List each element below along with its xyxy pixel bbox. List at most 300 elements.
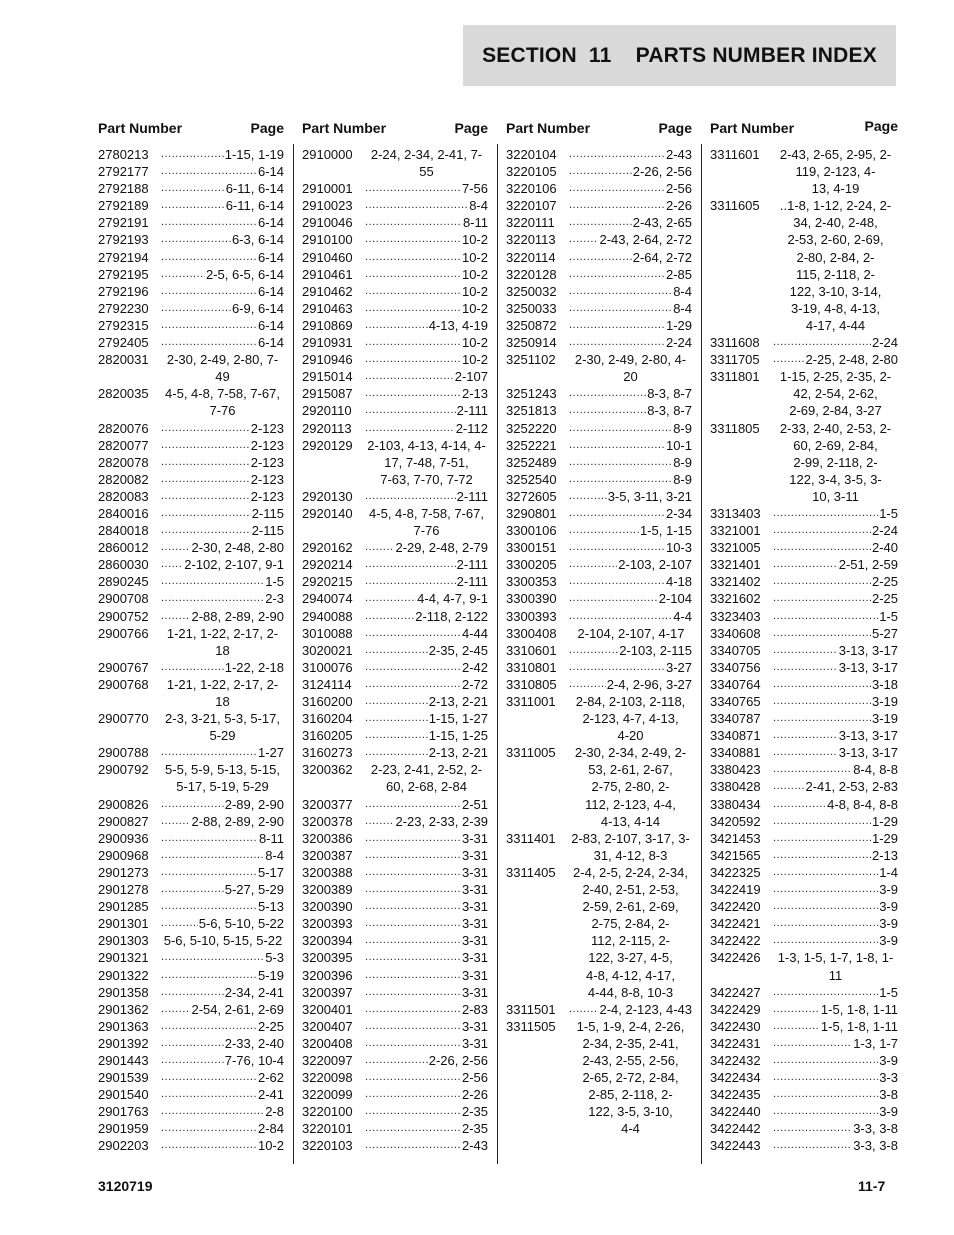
part-number: 3422430 (710, 1018, 761, 1034)
part-number: 2901322 (98, 967, 149, 983)
dot-leader (365, 180, 461, 197)
page-references (773, 522, 898, 539)
index-row (710, 710, 898, 727)
page-references (161, 813, 284, 830)
page-reference: 2-88, 2-89, 2-90 (191, 813, 284, 829)
index-row (98, 949, 284, 966)
page-references (161, 915, 284, 932)
page-references (161, 847, 284, 864)
index-row (710, 830, 898, 847)
part-number: 3422427 (710, 984, 761, 1000)
page-references (365, 984, 488, 1001)
part-number: 3252220 (506, 420, 557, 436)
page-references (773, 505, 898, 522)
page-references (773, 608, 898, 625)
dot-leader (569, 471, 672, 488)
page-reference: 2-88, 2-89, 2-90 (191, 608, 284, 624)
index-row (302, 830, 488, 847)
page-reference: 1-5, 1-15 (639, 523, 692, 539)
page-references (569, 744, 692, 829)
dot-leader (365, 351, 461, 368)
page-references (773, 830, 898, 847)
dot-leader (161, 1018, 257, 1035)
part-number: 2915087 (302, 386, 353, 402)
part-number: 2920162 (302, 540, 353, 556)
dot-leader (365, 915, 461, 932)
dot-leader (161, 522, 251, 539)
part-number: 3250914 (506, 335, 557, 351)
part-number: 3340608 (710, 625, 761, 641)
page-reference-line: 17, 7-48, 7-51, (384, 454, 469, 470)
page-reference-line: 2-43, 2-55, 2-56, (582, 1052, 679, 1068)
part-number: 3300408 (506, 625, 557, 641)
page-reference: 6-14 (257, 215, 284, 231)
index-row (506, 608, 692, 625)
page-reference: 2-123 (250, 488, 284, 504)
index-row (710, 1018, 898, 1035)
page-reference: 2-24 (665, 335, 692, 351)
page-references (161, 231, 284, 248)
dot-leader (365, 1018, 461, 1035)
page-reference-line: 20 (623, 369, 638, 385)
part-number: 2900788 (98, 745, 149, 761)
page-references (365, 283, 488, 300)
part-number: 3321402 (710, 574, 761, 590)
dot-leader (161, 1035, 224, 1052)
page-reference: 2-25 (257, 1018, 284, 1034)
index-row (506, 163, 692, 180)
part-number: 3421453 (710, 830, 761, 846)
page-reference: 2-123 (250, 454, 284, 470)
dot-leader (365, 1069, 461, 1086)
dot-leader (161, 830, 258, 847)
page-reference: 3-9 (879, 933, 898, 949)
index-row (98, 163, 284, 180)
dot-leader (161, 1001, 190, 1018)
dot-leader (161, 437, 250, 454)
index-row (98, 1103, 284, 1120)
part-number: 3200395 (302, 950, 353, 966)
dot-leader (161, 881, 224, 898)
index-row (98, 505, 284, 522)
dot-leader (161, 813, 190, 830)
part-number: 2900752 (98, 608, 149, 624)
page-reference-line: 1-3, 1-5, 1-7, 1-8, 1- (777, 950, 894, 966)
part-number: 2900826 (98, 796, 149, 812)
index-row (98, 231, 284, 248)
dot-leader (365, 847, 461, 864)
page-reference: 2-115 (251, 523, 284, 539)
part-number: 2840018 (98, 523, 149, 539)
index-row (506, 214, 692, 231)
page-reference: 2-4, 2-96, 3-27 (606, 676, 692, 692)
index-row (302, 659, 488, 676)
part-number: 3220105 (506, 164, 557, 180)
part-number: 3160205 (302, 728, 353, 744)
part-number: 2901392 (98, 1035, 149, 1051)
page-reference-line: ..1-8, 1-12, 2-24, 2- (779, 198, 892, 214)
dot-leader (365, 556, 456, 573)
page-references (569, 590, 692, 607)
index-row (710, 1120, 898, 1137)
page-references (365, 266, 488, 283)
page-reference: 8-4 (469, 198, 488, 214)
page-references (161, 556, 284, 573)
index-row (302, 249, 488, 266)
dot-leader (773, 590, 871, 607)
column-header (98, 118, 284, 146)
page-references (161, 1069, 284, 1086)
page-references (161, 761, 284, 795)
page-references (773, 847, 898, 864)
page-references (569, 659, 692, 676)
page-references (365, 420, 488, 437)
part-number: 3422421 (710, 916, 761, 932)
part-number: 2792177 (98, 164, 149, 180)
part-number: 2901959 (98, 1121, 149, 1137)
part-number: 3200387 (302, 847, 353, 863)
dot-leader (569, 659, 665, 676)
page-references (365, 556, 488, 573)
part-number: 2902203 (98, 1138, 149, 1154)
page-reference: 8-4 (673, 300, 692, 316)
page-references (569, 437, 692, 454)
page-references (773, 881, 898, 898)
part-number: 2901321 (98, 950, 149, 966)
page-references (365, 608, 488, 625)
page-references (569, 420, 692, 437)
page-references (569, 693, 692, 744)
dot-leader (569, 385, 646, 402)
page-references (161, 1137, 284, 1154)
index-row (302, 1018, 488, 1035)
page-references (365, 573, 488, 590)
page-references (569, 522, 692, 539)
dot-leader (773, 693, 871, 710)
index-row (506, 351, 692, 385)
page-number: 11-7 (858, 1178, 886, 1194)
dot-leader (773, 505, 878, 522)
index-row (506, 471, 692, 488)
part-number: 2860030 (98, 557, 149, 573)
part-number: 3300106 (506, 523, 557, 539)
page-reference: 10-1 (665, 437, 692, 453)
page-references (569, 163, 692, 180)
index-row (302, 402, 488, 419)
part-number: 2792230 (98, 300, 149, 316)
part-number: 2901285 (98, 899, 149, 915)
page-references (365, 300, 488, 317)
page-reference: 5-27 (871, 625, 898, 641)
page-reference-line: 2-23, 2-41, 2-52, 2- (370, 762, 483, 778)
page-reference-line: 122, 3-4, 3-5, 3- (789, 471, 882, 487)
page-reference-line: 2-59, 2-61, 2-69, (582, 899, 679, 915)
index-row (506, 625, 692, 642)
page-reference-line: 49 (215, 369, 230, 385)
page-reference: 3-31 (461, 864, 488, 880)
index-row (302, 796, 488, 813)
part-number: 2920110 (302, 403, 352, 419)
page-references (365, 1103, 488, 1120)
page-references (365, 351, 488, 368)
page-reference-line: 1-21, 1-22, 2-17, 2- (166, 676, 279, 692)
dot-leader (161, 266, 205, 283)
part-number: 3220128 (506, 266, 557, 282)
part-number: 3422426 (710, 950, 761, 966)
part-number: 3200386 (302, 830, 353, 846)
page-reference: 6-9, 6-14 (231, 300, 284, 316)
page-reference: 3-31 (461, 916, 488, 932)
page-references (569, 146, 692, 163)
part-number: 2901363 (98, 1018, 149, 1034)
dot-leader (365, 984, 461, 1001)
page-references (569, 402, 692, 419)
page-reference: 1-22, 2-18 (224, 659, 284, 675)
page-references (773, 146, 898, 197)
page-references (773, 197, 898, 334)
page-references (161, 180, 284, 197)
page-reference: 3-9 (879, 1104, 898, 1120)
page-reference-line: 13, 4-19 (811, 181, 860, 197)
part-number: 3311505 (506, 1018, 556, 1034)
page-references (569, 197, 692, 214)
page-reference: 3-9 (879, 1052, 898, 1068)
page-reference: 8-9 (673, 471, 692, 487)
index-row (710, 334, 898, 351)
part-number: 3422435 (710, 1087, 761, 1103)
dot-leader (161, 505, 251, 522)
page-references (569, 454, 692, 471)
page-references (161, 796, 284, 813)
dot-leader (161, 420, 250, 437)
part-number: 3220098 (302, 1070, 353, 1086)
index-row (302, 898, 488, 915)
dot-leader (365, 967, 461, 984)
index-row (98, 249, 284, 266)
page-reference: 1-3, 1-7 (853, 1035, 898, 1051)
dot-leader (569, 522, 639, 539)
page-reference: 2-30, 2-48, 2-80 (191, 540, 284, 556)
part-number: 3010088 (302, 625, 353, 641)
dot-leader (161, 1137, 257, 1154)
page-reference: 10-2 (257, 1138, 284, 1154)
page-reference: 2-26 (461, 1087, 488, 1103)
dot-leader (569, 676, 606, 693)
dot-leader (773, 727, 838, 744)
part-number: 3300393 (506, 608, 557, 624)
index-row (98, 317, 284, 334)
page-reference: 5-17 (257, 864, 284, 880)
page-reference: 8-4 (265, 847, 284, 863)
page-references (365, 231, 488, 248)
index-row (302, 625, 488, 642)
page-references (365, 625, 488, 642)
page-reference-line: 2-84, 2-103, 2-118, (575, 694, 686, 709)
index-row (98, 334, 284, 351)
index-row (710, 1086, 898, 1103)
index-row (98, 967, 284, 984)
index-row (98, 1018, 284, 1035)
page-references (161, 334, 284, 351)
part-number: 2910463 (302, 300, 353, 316)
page-reference: 1-29 (871, 830, 898, 846)
part-number: 2820082 (98, 471, 149, 487)
page-reference: 2-5, 6-5, 6-14 (205, 266, 284, 282)
part-number: 3220114 (506, 249, 556, 265)
dot-leader (161, 231, 231, 248)
page-reference: 4-13, 4-19 (428, 317, 488, 333)
dot-leader (365, 1120, 461, 1137)
part-number: 3311001 (506, 694, 556, 709)
page-reference: 4-4, 4-7, 9-1 (417, 591, 488, 607)
page-references (161, 317, 284, 334)
page-reference: 1-5 (879, 505, 898, 521)
page-references (161, 146, 284, 163)
page-reference: 10-2 (461, 335, 488, 351)
dot-leader (161, 539, 190, 556)
index-row (710, 727, 898, 744)
page-reference-line: 2-103, 4-13, 4-14, 4- (367, 437, 486, 453)
page-references (569, 573, 692, 590)
page-reference: 2-43, 2-64, 2-72 (599, 232, 692, 248)
page-reference-line: 119, 2-123, 4- (795, 164, 876, 180)
page-reference: 2-35, 2-45 (428, 642, 488, 658)
dot-leader (365, 385, 461, 402)
index-row (710, 539, 898, 556)
dot-leader (161, 984, 224, 1001)
dot-leader (365, 1086, 461, 1103)
part-number: 2920215 (302, 574, 353, 590)
page-reference: 6-11, 6-14 (225, 181, 284, 197)
page-heading: Page (454, 120, 488, 136)
page-references (569, 1018, 692, 1138)
page-reference: 5-13 (257, 899, 284, 915)
page-reference: 3-31 (461, 899, 488, 915)
part-number: 2920113 (302, 420, 352, 436)
page-reference: 6-14 (257, 164, 284, 180)
dot-leader (365, 864, 461, 881)
page-reference-line: 122, 3-5, 3-10, (588, 1104, 673, 1120)
index-row (302, 864, 488, 881)
part-number: 3310805 (506, 676, 557, 692)
part-number: 2820083 (98, 488, 149, 504)
page-reference: 5-19 (257, 967, 284, 983)
page-reference-line: 4-44, 8-8, 10-3 (587, 984, 674, 1000)
index-row (302, 214, 488, 231)
column-divider (497, 144, 498, 1164)
page-references (569, 556, 692, 573)
page-reference: 1-15, 1-27 (428, 711, 488, 727)
part-number: 2910462 (302, 283, 353, 299)
part-number: 3313403 (710, 505, 761, 521)
page-reference: 3-31 (461, 882, 488, 898)
page-reference-line: 2-33, 2-40, 2-53, 2- (779, 420, 892, 436)
page-reference: 1-29 (665, 317, 692, 333)
dot-leader (161, 180, 225, 197)
page-reference: 2-40 (871, 540, 898, 556)
page-reference-line: 2-85, 2-118, 2- (588, 1087, 673, 1103)
page-references (161, 932, 284, 949)
page-reference-line: 2-65, 2-72, 2-84, (582, 1070, 679, 1086)
index-row (98, 710, 284, 744)
page-references (569, 266, 692, 283)
page-reference: 2-13, 2-21 (428, 694, 488, 709)
index-row (302, 881, 488, 898)
page-reference: 3-31 (461, 950, 488, 966)
dot-leader (773, 881, 878, 898)
index-row (506, 659, 692, 676)
index-row (302, 676, 488, 693)
index-row (506, 317, 692, 334)
dot-leader (161, 214, 257, 231)
part-number: 3311805 (710, 420, 760, 436)
index-row (98, 847, 284, 864)
page-references (161, 454, 284, 471)
index-row (98, 796, 284, 813)
index-row (302, 573, 488, 590)
page-references (773, 420, 898, 505)
part-number: 2901763 (98, 1104, 149, 1120)
index-row (506, 830, 692, 864)
page-reference-line: 18 (215, 694, 230, 709)
part-number: 3311005 (506, 745, 556, 761)
page-references (773, 1018, 898, 1035)
page-references (161, 881, 284, 898)
page-reference: 2-111 (456, 574, 488, 590)
page-references (365, 180, 488, 197)
index-row (98, 454, 284, 471)
page-references (365, 915, 488, 932)
page-reference: 2-13, 2-21 (428, 745, 488, 761)
part-number: 3200393 (302, 916, 353, 932)
dot-leader (161, 573, 264, 590)
index-row (302, 608, 488, 625)
page-references (161, 830, 284, 847)
index-row (302, 368, 488, 385)
page-references (773, 676, 898, 693)
index-row (506, 334, 692, 351)
page-reference-line: 11 (828, 967, 843, 983)
dot-leader (773, 539, 871, 556)
page-reference-line: 5-5, 5-9, 5-13, 5-15, (165, 762, 280, 778)
index-row (710, 881, 898, 898)
page-references (773, 1120, 898, 1137)
page-references (569, 539, 692, 556)
dot-leader (365, 214, 462, 231)
page-reference: 3-8 (879, 1087, 898, 1103)
page-references (161, 437, 284, 454)
index-row (710, 984, 898, 1001)
dot-leader (773, 642, 838, 659)
part-number: 3340787 (710, 711, 761, 727)
dot-leader (365, 932, 461, 949)
dot-leader (773, 864, 878, 881)
part-number: 3380428 (710, 779, 761, 795)
page-references (365, 1069, 488, 1086)
dot-leader (365, 830, 461, 847)
page-references (365, 881, 488, 898)
dot-leader (161, 590, 264, 607)
part-number: 3220107 (506, 198, 557, 214)
part-number: 2840016 (98, 505, 149, 521)
page-reference: 3-3, 3-8 (853, 1138, 898, 1154)
page-reference: 4-8, 8-4, 8-8 (827, 796, 898, 812)
page-references (773, 659, 898, 676)
page-reference: 2-24 (871, 335, 898, 351)
part-number: 3321001 (710, 523, 761, 539)
index-row (98, 197, 284, 214)
index-row (506, 300, 692, 317)
